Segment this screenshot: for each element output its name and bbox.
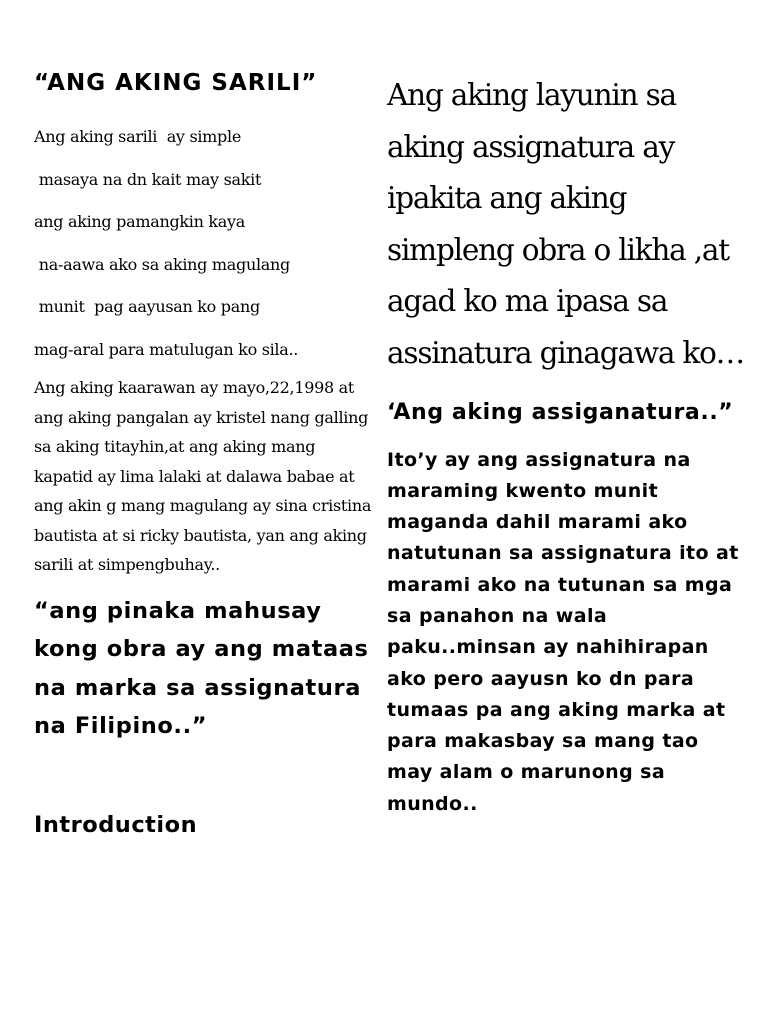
assignatura-heading: ‘Ang aking assiganatura..” — [387, 400, 734, 425]
poem-line-6: mag-aral para matulugan ko sila.. — [34, 339, 299, 359]
goal-paragraph: Ang aking layunin sa aking assignatura ay ipakita ang aking simpleng obra o likha ,at agad ko ma ipasa sa assinatura ginagawa ko… — [387, 78, 744, 370]
poem-line-2: masaya na dn kait may sakit — [34, 169, 262, 189]
assignatura-description: Ito’y ay ang assignatura na maraming kwento munit maganda dahil marami ako natutunan sa assignatura ito at marami ako na tutunan sa mga sa panahon na wala paku..minsan ay nahihirapan ako pero aayusn ko dn para tumaas pa ang aking marka at para makasbay sa mang tao may alam o marunong sa mundo.. — [387, 448, 739, 815]
poem-line-4: na-aawa ako sa aking magulang — [34, 254, 290, 274]
right-column — [387, 70, 747, 820]
poem-line-1: Ang aking sarili ay simple — [34, 127, 241, 146]
left-column — [34, 66, 374, 840]
introduction-heading: Introduction — [34, 811, 198, 838]
poem-line-3: ang aking pamangkin kaya — [34, 212, 246, 231]
best-work-quote: “ang pinaka mahusay kong obra ay ang mataas na marka sa assignatura na Filipino..” — [34, 597, 369, 739]
poem-title: “ANG AKING SARILI” — [34, 70, 318, 96]
poem — [34, 116, 374, 371]
poem-line-5: munit pag aayusan ko pang — [34, 297, 260, 316]
bio-paragraph: Ang aking kaarawan ay mayo,22,1998 at ang aking pangalan ay kristel nang galling sa aking titayhin,at ang aking mang kapatid ay lima lalaki at dalawa babae at ang akin g mang magulang ay sina cristina bautista at si ricky bautista, yan ang aking sarili at simpengbuhay.. — [34, 378, 372, 574]
